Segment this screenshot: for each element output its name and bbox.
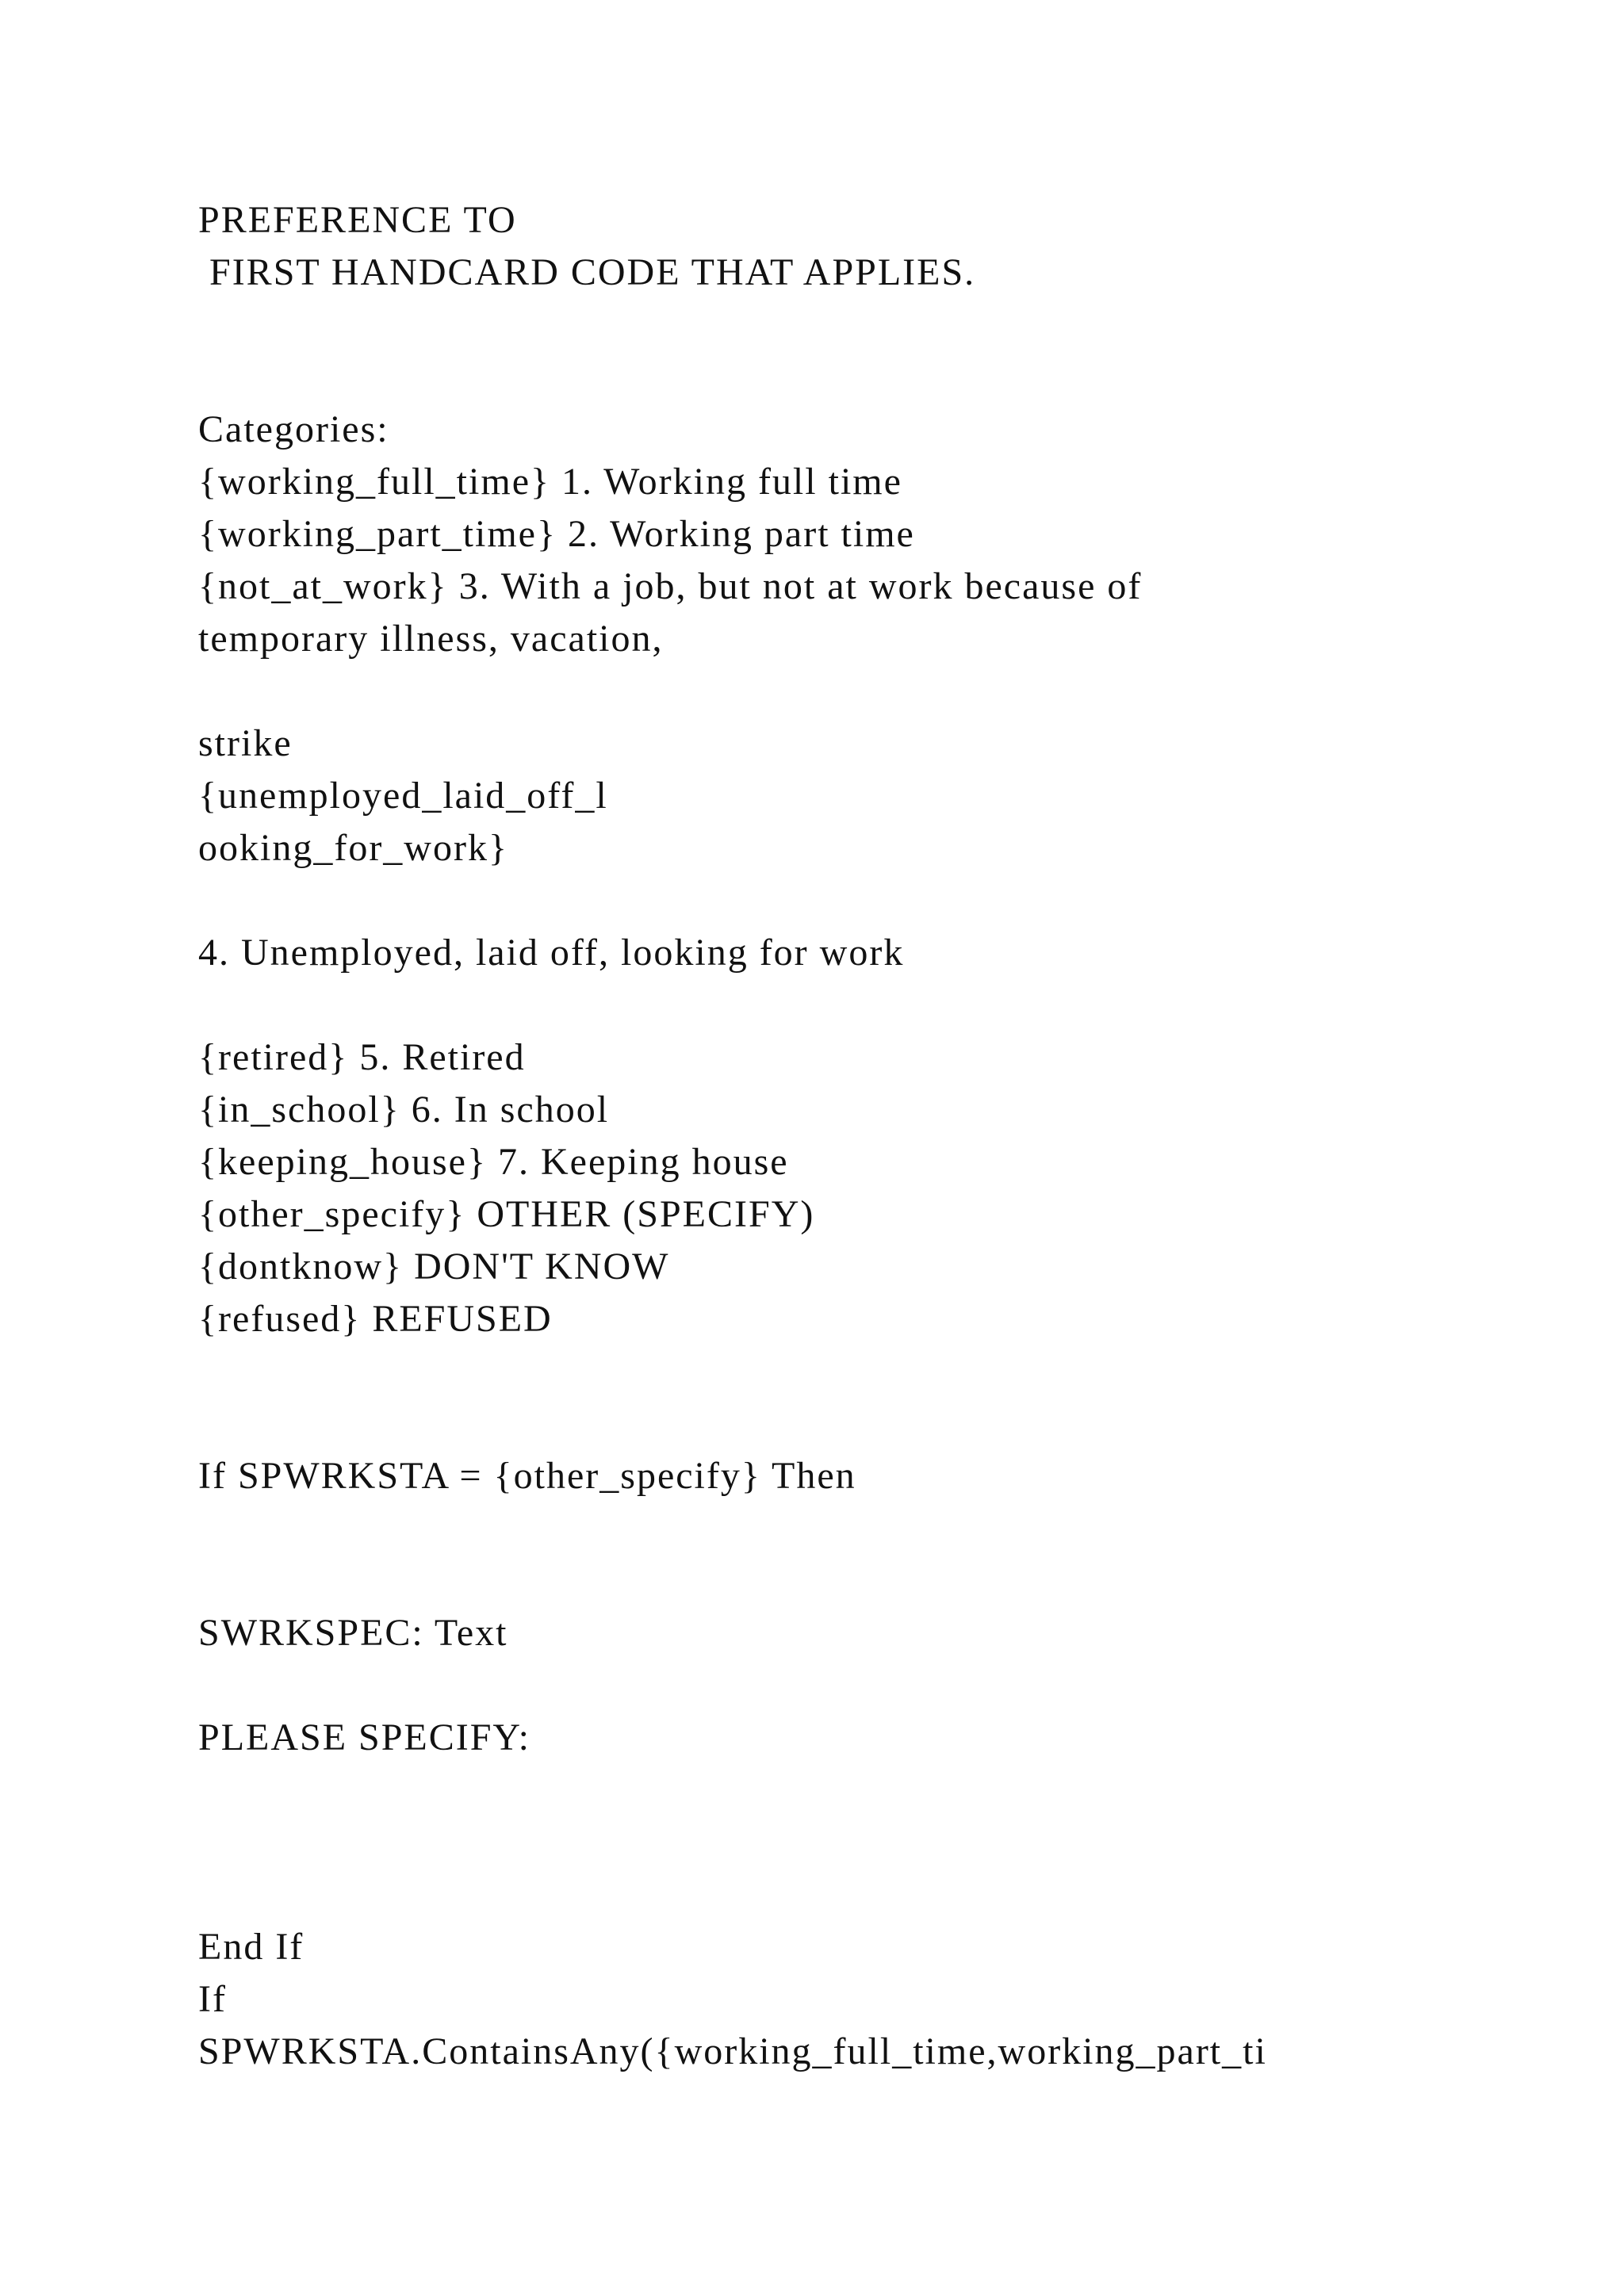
category-keeping-house: {keeping_house} 7. Keeping house [198,1141,789,1183]
end-if-statement: End If [198,1926,304,1968]
category-unemployed-code-part2: ooking_for_work} [198,827,508,869]
preference-heading: PREFERENCE TO [198,199,517,241]
category-in-school: {in_school} 6. In school [198,1089,610,1131]
category-not-at-work: {not_at_work} 3. With a job, but not at work because of [198,565,1143,607]
category-dont-know: {dontknow} DON'T KNOW [198,1246,670,1288]
category-working-full-time: {working_full_time} 1. Working full time [198,461,902,503]
category-working-part-time: {working_part_time} 2. Working part time [198,513,915,555]
contains-any-condition: SPWRKSTA.ContainsAny({working_full_time,working_part_ti [198,2030,1267,2072]
category-unemployed-label: 4. Unemployed, laid off, looking for work [198,932,905,974]
category-not-at-work-continued: temporary illness, vacation, [198,618,664,660]
swrkspec-field: SWRKSPEC: Text [198,1612,508,1654]
category-refused: {refused} REFUSED [198,1298,553,1340]
category-unemployed-code-part1: {unemployed_laid_off_l [198,775,608,817]
category-other-specify: {other_specify} OTHER (SPECIFY) [198,1193,815,1235]
if-statement: If [198,1978,227,2020]
handcard-instruction: FIRST HANDCARD CODE THAT APPLIES. [198,251,976,293]
please-specify-prompt: PLEASE SPECIFY: [198,1716,531,1758]
category-retired: {retired} 5. Retired [198,1036,526,1078]
category-strike-text: strike [198,722,293,764]
categories-label: Categories: [198,408,389,450]
if-condition-other-specify: If SPWRKSTA = {other_specify} Then [198,1455,856,1497]
